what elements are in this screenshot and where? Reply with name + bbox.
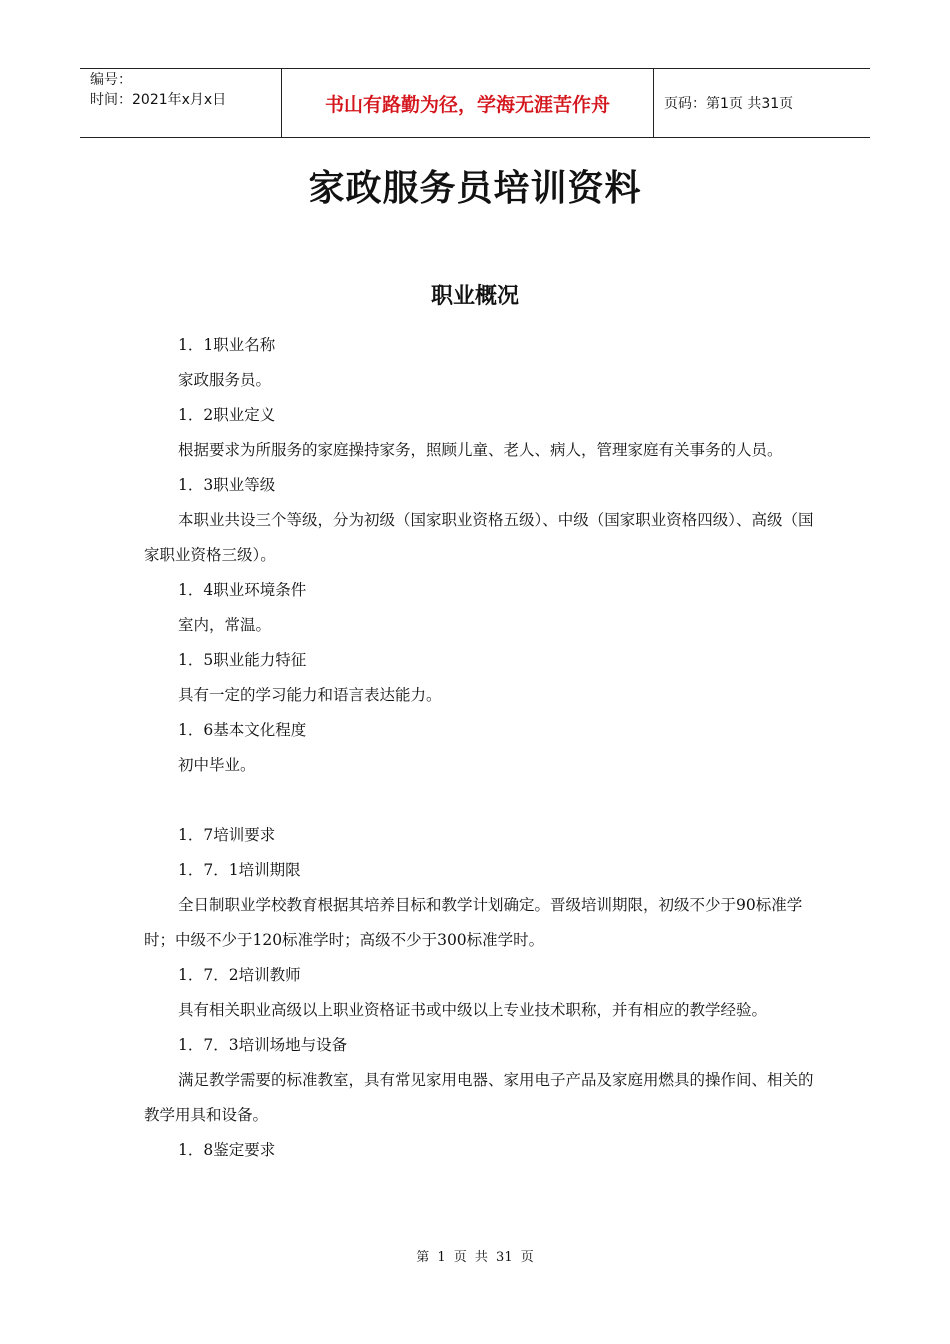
paragraph: 具有一定的学习能力和语言表达能力。 <box>178 686 442 704</box>
blank-line <box>144 783 820 818</box>
paragraph: 1．7培训要求 <box>178 826 276 844</box>
paragraph: 1．3职业等级 <box>178 476 276 494</box>
paragraph: 家政服务员。 <box>178 371 272 389</box>
paragraph: 1．6基本文化程度 <box>178 721 307 739</box>
document-body <box>144 328 820 1168</box>
paragraph: 1．7．2培训教师 <box>178 966 301 984</box>
paragraph: 1．1职业名称 <box>178 336 276 354</box>
paragraph: 1．7．1培训期限 <box>178 861 301 879</box>
header-page-code: 页码：第1页 共31页 <box>664 96 794 112</box>
header-slogan: 书山有路勤为径，学海无涯苦作舟 <box>281 69 654 137</box>
paragraph: 初中毕业。 <box>178 756 256 774</box>
paragraph: 1．2职业定义 <box>178 406 276 424</box>
time-label: 时间：2021年x月x日 <box>90 92 227 108</box>
header-meta <box>80 69 281 137</box>
section-title: 职业概况 <box>430 284 519 309</box>
paragraph: 全日制职业学校教育根据其培养目标和教学计划确定。晋级培训期限，初级不少于90标准学时；中级不少于120标准学时；高级不少于300标准学时。 <box>144 896 803 949</box>
paragraph: 具有相关职业高级以上职业资格证书或中级以上专业技术职称，并有相应的教学经验。 <box>178 1001 768 1019</box>
paragraph: 本职业共设三个等级，分为初级（国家职业资格五级）、中级（国家职业资格四级）、高级（国家职业资格三级）。 <box>144 511 814 564</box>
paragraph: 1．8鉴定要求 <box>178 1141 276 1159</box>
number-label: 编号： <box>90 72 132 88</box>
paragraph: 室内，常温。 <box>178 616 272 634</box>
document-header <box>80 68 870 138</box>
paragraph: 满足教学需要的标准教室，具有常见家用电器、家用电子产品及家庭用燃具的操作间、相关的教学用具和设备。 <box>144 1071 814 1124</box>
paragraph: 根据要求为所服务的家庭操持家务，照顾儿童、老人、病人，管理家庭有关事务的人员。 <box>178 441 783 459</box>
paragraph: 1．4职业环境条件 <box>178 581 307 599</box>
paragraph: 1．5职业能力特征 <box>178 651 307 669</box>
document-title: 家政服务员培训资料 <box>308 168 642 209</box>
page-footer: 第 1 页 共 31 页 <box>416 1250 534 1265</box>
paragraph: 1．7．3培训场地与设备 <box>178 1036 348 1054</box>
